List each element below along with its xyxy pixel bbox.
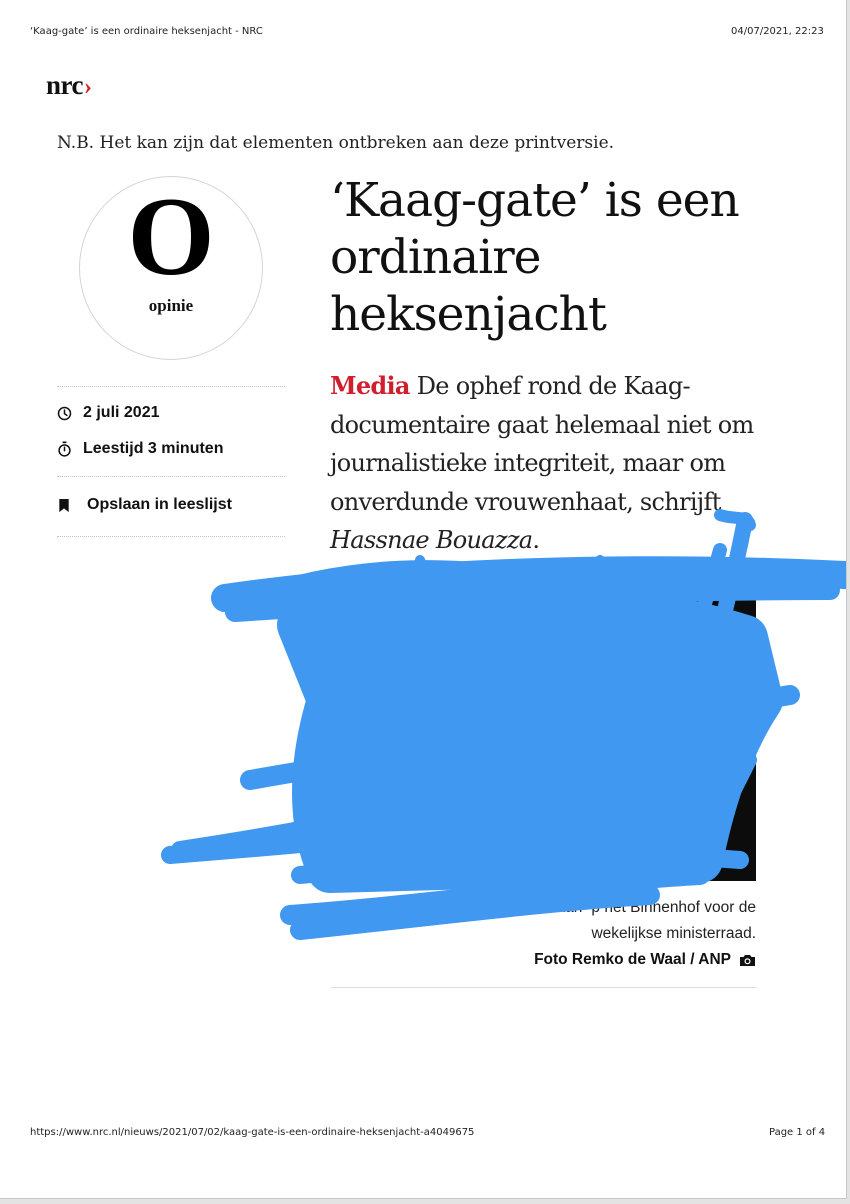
print-footer-page: Page 1 of 4 xyxy=(769,1127,826,1138)
author-name[interactable]: Hassnae Bouazza xyxy=(330,526,533,554)
logo-text: nrc xyxy=(46,70,83,100)
lead-end: . xyxy=(532,526,540,554)
print-header-datetime: 04/07/2021, 22:23 xyxy=(731,26,824,37)
lead-text: De ophef rond de Kaag-documentaire gaat helemaal niet om journalistieke integriteit, maar om onverdunde vrouwenhaat, schrijft xyxy=(330,372,754,516)
section-tag[interactable]: Media xyxy=(330,371,410,400)
opinie-badge-label: opinie xyxy=(148,296,194,315)
print-footer-url: https://www.nrc.nl/nieuws/2021/07/02/kaag-gate-is-een-ordinaire-heksenjacht-a4049675 xyxy=(30,1127,475,1138)
publish-date: 2 juli 2021 xyxy=(83,404,160,421)
photo-caption-line2: wekelijkse ministerraad. xyxy=(591,925,756,942)
save-label: Opslaan in leeslijst xyxy=(87,496,232,513)
print-header-title: ‘Kaag-gate’ is een ordinaire heksenjacht - NRC xyxy=(30,26,263,37)
print-notice: N.B. Het kan zijn dat elementen ontbreken aan deze printversie. xyxy=(57,133,615,153)
photo-credit-text: Foto Remko de Waal / ANP xyxy=(534,951,731,968)
reading-time: Leestijd 3 minuten xyxy=(83,440,224,457)
opinie-badge-letter: O xyxy=(127,175,215,299)
caption-part-3: p het Binnenhof voor de xyxy=(591,899,756,916)
caption-part-2: mt aan xyxy=(535,899,583,916)
article-title: ‘Kaag-gate’ is een ordinaire heksenjacht xyxy=(330,173,739,342)
caption-part-1: Sigrid K xyxy=(454,899,509,916)
logo-chevron-icon: › xyxy=(84,74,92,100)
